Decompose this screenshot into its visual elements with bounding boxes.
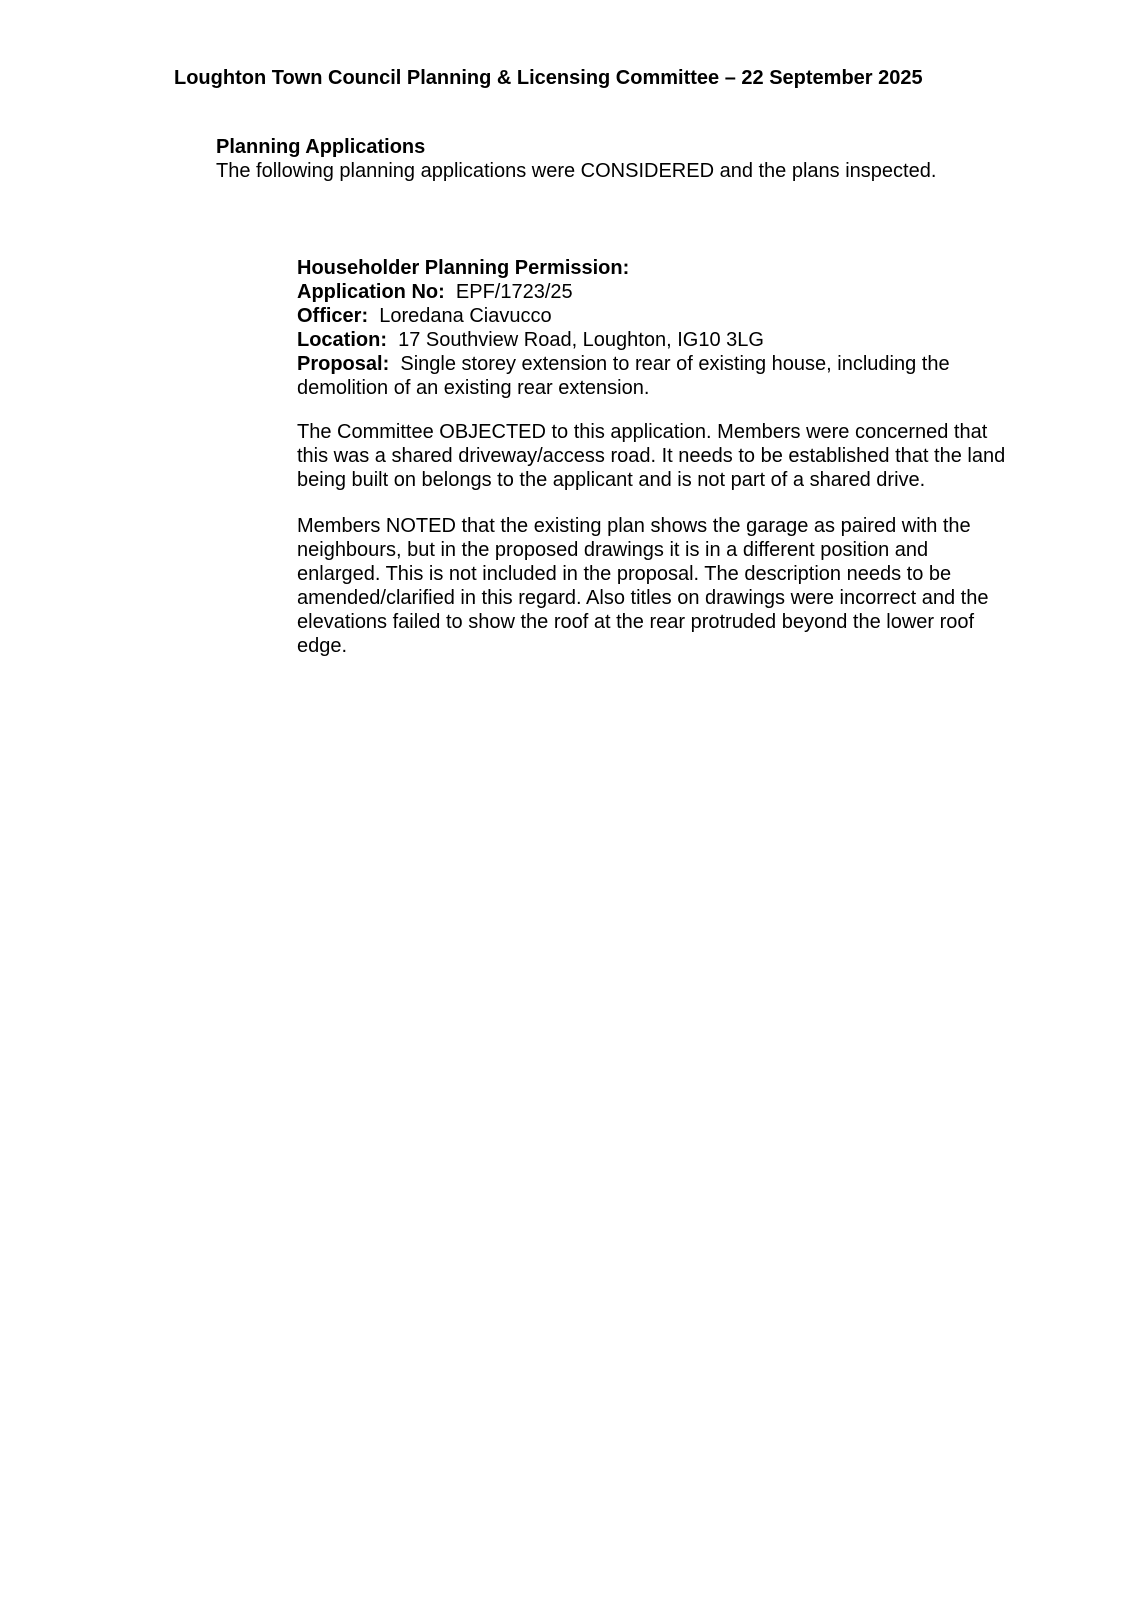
location-line — [297, 328, 1009, 352]
application-number-label: Application No: — [297, 281, 445, 303]
proposal-line — [297, 352, 1009, 400]
proposal-value: Single storey extension to rear of existing house, including the demolition of an existing rear extension. — [297, 353, 950, 399]
application-type: Householder Planning Permission: — [297, 257, 630, 279]
officer-line — [297, 304, 1009, 328]
section-title: Planning Applications — [216, 136, 426, 158]
application-entry — [297, 256, 1009, 658]
decision-paragraph: The Committee OBJECTED to this application. Members were concerned that this was a shared driveway/access road. It needs to be established that the land being built on belongs to the applicant and is not part of a shared drive. — [297, 421, 1006, 491]
location-value: 17 Southview Road, Loughton, IG10 3LG — [398, 329, 764, 351]
application-number-line — [297, 280, 1009, 304]
notes-paragraph: Members NOTED that the existing plan shows the garage as paired with the neighbours, but in the proposed drawings it is in a different position and enlarged. This is not included in the proposal. The description needs to be amended/clarified in this regard. Also titles on drawings were incorrect and the elevations failed to show the roof at the rear protruded beyond the lower roof edge. — [297, 515, 989, 657]
officer-label: Officer: — [297, 305, 369, 327]
officer-value: Loredana Ciavucco — [379, 305, 552, 327]
application-number-value: EPF/1723/25 — [455, 281, 573, 303]
location-label: Location: — [297, 329, 387, 351]
proposal-label: Proposal: — [297, 353, 390, 375]
page-header: Loughton Town Council Planning & Licensing Committee – 22 September 2025 — [174, 67, 923, 89]
planning-applications-section — [216, 135, 1096, 183]
section-intro: The following planning applications were CONSIDERED and the plans inspected. — [216, 160, 937, 182]
